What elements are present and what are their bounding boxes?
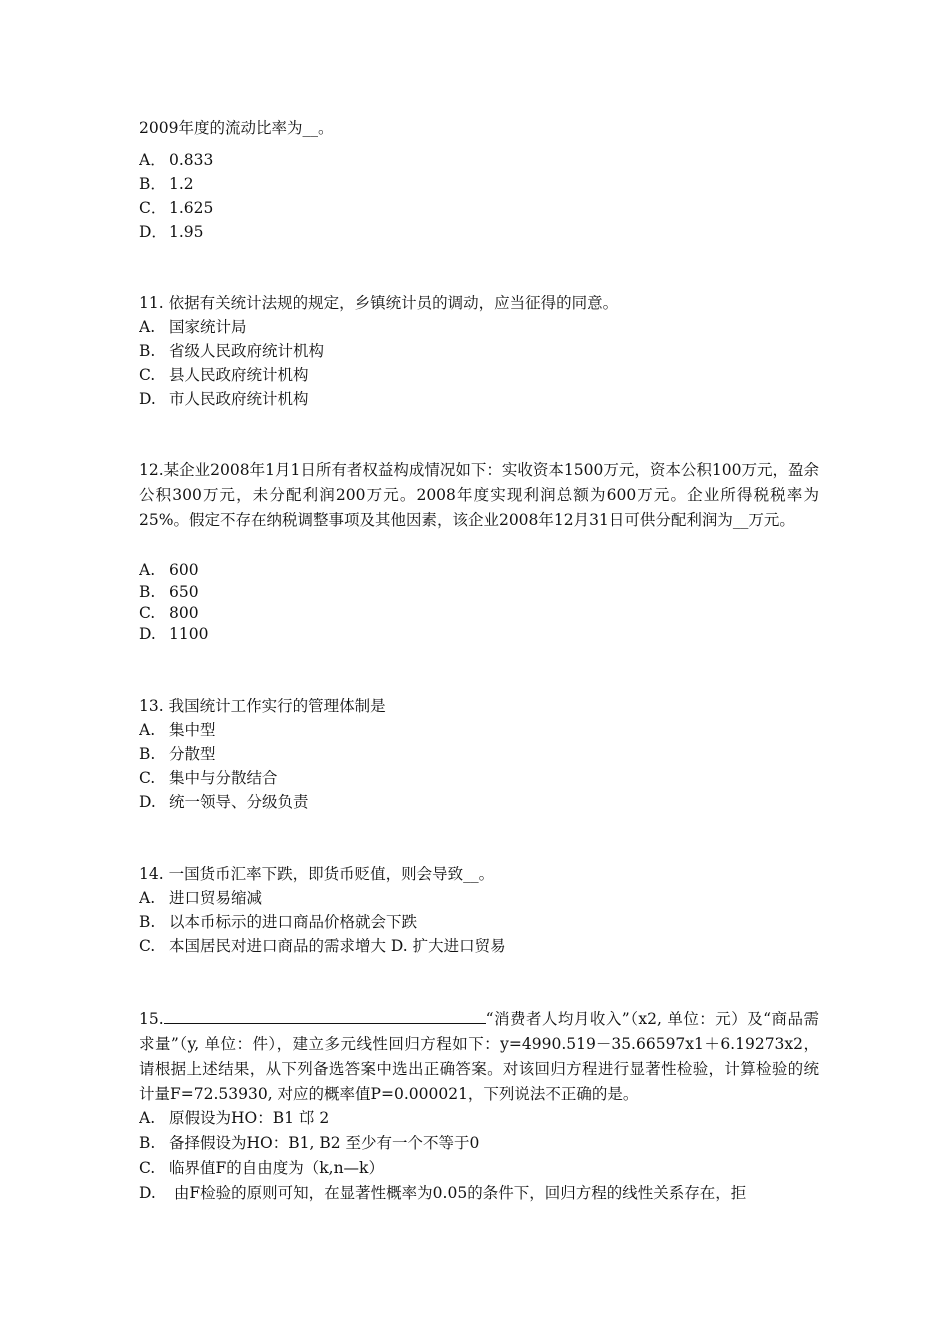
question-13-stem: 13. 我国统计工作实行的管理体制是 — [139, 697, 386, 715]
option-text: 由F检验的原则可知，在显著性概率为0.05的条件下，回归方程的线性关系存在，拒 — [169, 1184, 747, 1202]
option-label: C. — [139, 769, 156, 787]
option-label: C. — [139, 1159, 156, 1177]
option-text: 1.2 — [169, 175, 194, 193]
option-text: 以本币标示的进口商品价格就会下跌 — [169, 913, 418, 931]
question-11-option-c — [139, 365, 819, 385]
question-12-option-d — [139, 624, 819, 644]
option-label: A. — [139, 318, 156, 336]
blank-underline — [164, 1007, 486, 1024]
option-label: A. — [139, 721, 156, 739]
option-label: A. — [139, 889, 156, 907]
question-10-option-c — [139, 198, 819, 218]
option-text: 分散型 — [169, 745, 216, 763]
question-15-text: “消费者人均月收入”（x2, 单位：元）及“商品需求量”（y, 单位：件），建立多元线性回归方程如下：y=4990.519－35.66597x1＋6.19273x2，请根据上述结果，从下列备选答案中选出正确答案。对该回归方程进行显著性检验，计算检验的统计量F=72.53930, 对应的概率值P=0.000021，下列说法不正确的是。 — [139, 1010, 819, 1103]
question-13-option-d — [139, 792, 819, 812]
question-14-option-c — [139, 936, 819, 956]
option-label: D. — [139, 625, 156, 643]
option-label: D. — [139, 390, 156, 408]
option-label: D. — [139, 1184, 156, 1202]
option-text: 600 — [169, 561, 199, 579]
question-14-option-b — [139, 912, 819, 932]
question-13-option-c — [139, 768, 819, 788]
question-14-option-a — [139, 888, 819, 908]
option-label: C. — [139, 937, 156, 955]
option-text: 集中与分散结合 — [169, 769, 278, 787]
question-11-stem: 11. 依据有关统计法规的规定，乡镇统计员的调动，应当征得的同意。 — [139, 294, 619, 312]
option-label: C. — [139, 604, 156, 622]
option-label: B. — [139, 583, 156, 601]
question-11-option-d — [139, 389, 819, 409]
option-text: 650 — [169, 583, 199, 601]
option-text: 进口贸易缩减 — [169, 889, 263, 907]
option-text: 县人民政府统计机构 — [169, 366, 309, 384]
option-text: 1100 — [169, 625, 209, 643]
option-label: B. — [139, 1134, 156, 1152]
question-15-option-b — [139, 1133, 819, 1153]
question-12-option-c — [139, 603, 819, 623]
option-label: B. — [139, 913, 156, 931]
question-number: 15. — [139, 1010, 164, 1028]
question-14-stem: 14. 一国货币汇率下跌，即货币贬值，则会导致__。 — [139, 865, 495, 883]
option-label: A． — [139, 151, 166, 169]
question-10-option-b — [139, 174, 819, 194]
option-text: 0.833 — [169, 151, 214, 169]
option-label: B． — [139, 175, 166, 193]
option-label: A. — [139, 1109, 156, 1127]
question-15-option-c — [139, 1158, 819, 1178]
question-10-option-a — [139, 150, 819, 170]
option-text: 省级人民政府统计机构 — [169, 342, 325, 360]
question-12-option-a — [139, 560, 819, 580]
option-text: 本国居民对进口商品的需求增大 D. 扩大进口贸易 — [169, 937, 506, 955]
option-label: A. — [139, 561, 156, 579]
question-12-stem: 12.某企业2008年1月1日所有者权益构成情况如下：实收资本1500万元，资本公积100万元，盈余公积300万元，未分配利润200万元。2008年度实现利润总额为600万元。企业所得税税率为25%。假定不存在纳税调整事项及其他因素，该企业2008年12月31日可供分配利润为__万元。 — [139, 461, 819, 529]
option-text: 国家统计局 — [169, 318, 247, 336]
question-10-option-d — [139, 222, 819, 242]
option-text: 集中型 — [169, 721, 216, 739]
option-text: 1.95 — [169, 223, 204, 241]
option-label: D． — [139, 223, 167, 241]
option-text: 原假设为HO：B1 邙 2 — [169, 1109, 330, 1127]
question-13-option-b — [139, 744, 819, 764]
question-11-option-b — [139, 341, 819, 361]
option-text: 市人民政府统计机构 — [169, 390, 309, 408]
question-15-option-a — [139, 1108, 819, 1128]
option-text: 备择假设为HO：B1, B2 至少有一个不等于0 — [169, 1134, 480, 1152]
option-label: B. — [139, 745, 156, 763]
option-text: 统一领导、分级负责 — [169, 793, 309, 811]
option-label: C． — [139, 199, 167, 217]
option-text: 临界值F的自由度为（k,n—k） — [169, 1159, 384, 1177]
question-15-stem — [139, 1007, 819, 1107]
option-text: 1.625 — [169, 199, 214, 217]
question-10-stem: 2009年度的流动比率为__。 — [139, 119, 334, 137]
question-11-option-a — [139, 317, 819, 337]
question-15-option-d — [139, 1183, 819, 1203]
option-label: B. — [139, 342, 156, 360]
option-label: C. — [139, 366, 156, 384]
option-label: D. — [139, 793, 156, 811]
question-12-option-b — [139, 582, 819, 602]
question-13-option-a — [139, 720, 819, 740]
option-text: 800 — [169, 604, 199, 622]
